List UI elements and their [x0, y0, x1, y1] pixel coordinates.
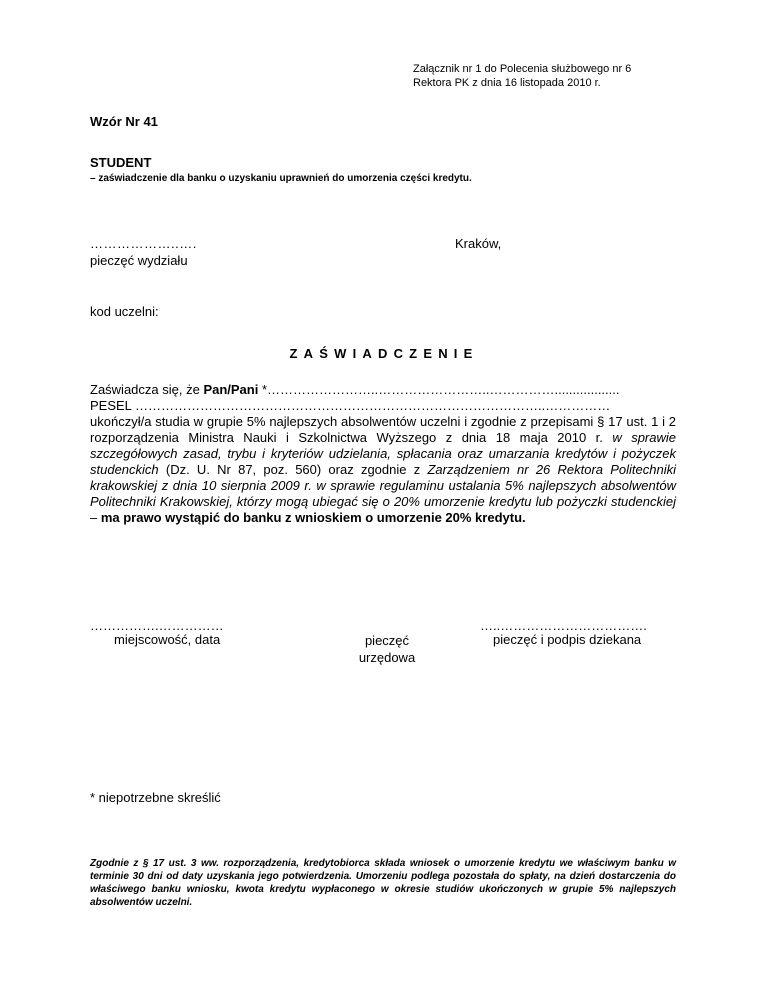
certificate-paragraph [90, 414, 676, 526]
paragraph-part: (Dz. U. Nr 87, poz. 560) oraz zgodnie z [158, 462, 428, 477]
legal-note: Zgodnie z § 17 ust. 3 ww. rozporządzenia, kredytobiorca składa wniosek o umorzenie kredytu we właściwym banku w terminie 30 dni od daty uzyskania jego potwierdzenia. Umorzeniu podlega pozostała do spłaty, na dzień dostarczenia do właściwego banku wniosku, kwota kredytu wypłaconego w okresie studiów ukończonych w grupie 5% najlepszych absolwentów uczelni. [90, 858, 676, 908]
faculty-stamp-field: ………………..…. [90, 236, 197, 251]
place-field: Kraków, [455, 236, 502, 251]
paragraph-part: ukończył/a studia w grupie 5% najlepszych absolwentów uczelni i zgodnie z przepisami § 17 ust. 1 i 2 rozporządzenia Ministra Nauki i Szkolnictwa Wyższego z dnia 18 maja 2010 r. [90, 414, 676, 445]
annex-line-1: Załącznik nr 1 do Polecenia służbowego nr 6 [413, 63, 632, 75]
document-category: STUDENT [90, 155, 152, 170]
dean-signature-field: …..……………………………. [480, 618, 647, 633]
faculty-stamp-label: pieczęć wydziału [90, 253, 188, 268]
ordinance-title: Zarządzeniem nr 26 Rektora Politechniki krakowskiej z dnia 10 sierpnia 2009 r. w sprawie regulaminu ustalania 5% najlepszych absolwentów Politechniki Krakowskiej, którzy mogą ubiegać się o 20% umorzenie kredytu lub pożyczki studenckiej [90, 462, 677, 509]
place-date-label: miejscowość, data [114, 632, 221, 647]
annex-note [413, 62, 631, 90]
name-field: *……………………..……………………..…………….................. [258, 382, 620, 397]
regulation-title: w sprawie szczegółowych zasad, trybu i kryteriów udzielania, spłacania oraz umarzania kredytów i pożyczek studenckich [90, 430, 677, 477]
pesel-line: PESEL …………………………………………………………………………………..…………… [90, 398, 611, 413]
template-number: Wzór Nr 41 [90, 114, 158, 129]
document-title: ZAŚWIADCZENIE [289, 346, 479, 361]
entitlement-statement: ma prawo wystąpić do banku z wnioskiem o umorzenie 20% kredytu. [100, 510, 526, 525]
footnote: * niepotrzebne skreślić [90, 790, 221, 805]
certificate-body [90, 382, 676, 526]
name-line [90, 382, 676, 398]
dean-signature-label: pieczęć i podpis dziekana [493, 632, 642, 647]
title-salutation: Pan/Pani [203, 382, 259, 397]
official-stamp-label: pieczęć urzędowa [358, 633, 416, 665]
certify-text: Zaświadcza się, że [90, 382, 204, 397]
document-subtitle: – zaświadczenie dla banku o uzyskaniu uprawnień do umorzenia części kredytu. [90, 173, 472, 184]
university-code-label: kod uczelni: [90, 304, 159, 319]
paragraph-part: – [90, 510, 101, 525]
annex-line-2: Rektora PK z dnia 16 listopada 2010 r. [413, 77, 601, 89]
place-date-field: …………….…………… [90, 618, 224, 633]
